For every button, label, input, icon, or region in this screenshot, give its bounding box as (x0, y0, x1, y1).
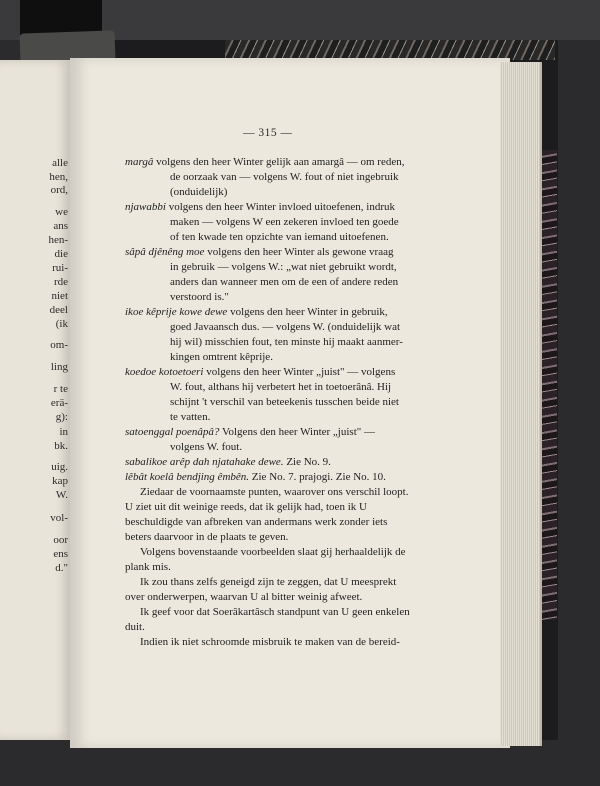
term: lêbât koelâ bendjing êmbên. (125, 471, 250, 483)
page-number: — 315 — (243, 127, 293, 139)
line-text: Zie No. 7. prajogi. Zie No. 10. (249, 471, 386, 483)
term: sabalikoe arêp dah njatahake dewe. (125, 456, 284, 468)
left-page-fragment: hen- (48, 234, 68, 246)
term: margâ (125, 156, 154, 168)
line-text: over onderwerpen, waarvan U al bitter weinig afweet. (125, 591, 363, 603)
left-page-fragment: ord, (50, 184, 68, 196)
line-text: duit. (125, 621, 145, 633)
left-page-fragment: die (54, 248, 68, 260)
left-page-fragment: om- (50, 339, 68, 351)
left-page-fragment: uig. (51, 461, 68, 473)
line-text: volgens den heer Winter als gewone vraag (204, 246, 394, 258)
left-page-fragment: (ik (55, 318, 68, 330)
term: sâpâ djênêng moe (125, 246, 205, 258)
left-page-fragment: alle (52, 157, 68, 169)
text-line (125, 531, 288, 543)
text-line (170, 396, 399, 408)
left-page-fragment: kap (52, 475, 68, 487)
text-line (170, 351, 273, 363)
left-page-fragment: ans (53, 220, 68, 232)
left-page-fragment: rui- (52, 262, 68, 274)
text-line (125, 621, 145, 633)
text-line (170, 231, 389, 243)
line-text: volgens den heer Winter „juist" — volgens (203, 366, 396, 378)
line-text: Volgens bovenstaande voorbeelden slaat gij herhaaldelijk de (140, 546, 406, 558)
left-page (0, 60, 72, 740)
left-page-fragment: ens (53, 548, 68, 560)
text-line (140, 486, 409, 498)
left-page-fragment: vol- (50, 512, 68, 524)
left-page-fragment: niet (51, 290, 68, 302)
line-text: maken — volgens W een zekeren invloed ten goede (170, 216, 399, 228)
left-page-fragment: rde (53, 276, 68, 288)
text-line (125, 156, 404, 168)
line-text: te vatten. (170, 411, 211, 423)
marbled-cover-top (225, 40, 555, 60)
text-line (140, 606, 410, 618)
term: njawabbi (125, 201, 166, 213)
line-text: volgens W. fout. (170, 441, 243, 453)
line-text: schijnt 't verschil van beteekenis tusschen beide niet (170, 396, 399, 408)
line-text: kingen omtrent kêprije. (170, 351, 273, 363)
text-line (170, 171, 399, 183)
text-line (170, 381, 391, 393)
text-line (140, 576, 396, 588)
term: satoenggal poenâpâ? (125, 426, 220, 438)
left-page-fragment: deel (49, 304, 68, 316)
line-text: plank mis. (125, 561, 171, 573)
left-page-fragment: erä- (50, 397, 68, 409)
text-line (170, 336, 403, 348)
left-page-fragment: d." (55, 562, 68, 574)
text-line (170, 411, 210, 423)
left-page-fragment: oor (53, 534, 68, 546)
term: koedoe kotoetoeri (125, 366, 204, 378)
text-line (125, 591, 362, 603)
text-line (170, 276, 398, 288)
line-text: beschuldigde van afbreken van andermans werk zonder iets (125, 516, 388, 528)
line-text: verstoord is." (170, 291, 229, 303)
line-text: (onduidelijk) (170, 186, 228, 198)
text-line (170, 261, 397, 273)
text-line (125, 501, 367, 513)
text-line (170, 441, 242, 453)
line-text: W. fout, althans hij verbetert het in toetoerânâ. Hij (170, 381, 392, 393)
line-text: anders dan wanneer men om de een of andere reden (170, 276, 399, 288)
page-edges (500, 62, 542, 746)
line-text: Ziedaar de voornaamste punten, waarover ons verschil loopt. (140, 486, 409, 498)
text-line (125, 426, 375, 438)
line-text: U ziet uit dit weinige reeds, dat ik gelijk had, toen ik U (125, 501, 367, 513)
left-page-fragment: in (59, 426, 68, 438)
line-text: de oorzaak van — volgens W. fout of niet ingebruik (170, 171, 399, 183)
text-line (125, 246, 393, 258)
line-text: hij wil) misschien fout, ten minste hij maakt aanmer- (170, 336, 403, 348)
left-page-fragment: bk. (54, 440, 68, 452)
line-text: Ik zou thans zelfs geneigd zijn te zeggen, dat U meesprekt (140, 576, 397, 588)
left-page-fragment: hen, (49, 171, 68, 183)
left-page-fragment: r te (53, 383, 68, 395)
left-page-fragment: g): (55, 411, 68, 423)
text-line (170, 216, 399, 228)
text-line (170, 186, 227, 198)
left-page-fragment: ling (50, 361, 68, 373)
text-line (140, 546, 406, 558)
text-line (170, 321, 400, 333)
line-text: Zie No. 9. (283, 456, 331, 468)
line-text: volgens den heer Winter in gebruik, (227, 306, 388, 318)
line-text: volgens den heer Winter gelijk aan amargâ — om reden, (153, 156, 405, 168)
term: ikoe kêprije kowe dewe (125, 306, 228, 318)
line-text: Ik geef voor dat Soerâkartâsch standpunt van U geen enkelen (140, 606, 410, 618)
line-text: in gebruik — volgens W.: „wat niet gebruikt wordt, (170, 261, 397, 273)
line-text: of ten kwade ten opzichte van iemand uitoefenen. (170, 231, 389, 243)
text-line (125, 516, 387, 528)
line-text: volgens den heer Winter invloed uitoefenen, indruk (165, 201, 396, 213)
line-text: Volgens den heer Winter „juist" — (219, 426, 376, 438)
text-line (125, 306, 388, 318)
line-text: beters daarvoor in de plaats te geven. (125, 531, 289, 543)
left-page-fragment: we (55, 206, 68, 218)
text-line (125, 561, 171, 573)
left-page-fragment: W. (55, 489, 68, 501)
text-line (140, 636, 400, 648)
text-line (125, 201, 395, 213)
text-line (170, 291, 229, 303)
text-line (125, 366, 395, 378)
line-text: Indien ik niet schroomde misbruik te maken van de bereid- (140, 636, 400, 648)
line-text: goed Javaansch dus. — volgens W. (onduidelijk wat (170, 321, 401, 333)
text-line (125, 456, 331, 468)
text-line (125, 471, 386, 483)
